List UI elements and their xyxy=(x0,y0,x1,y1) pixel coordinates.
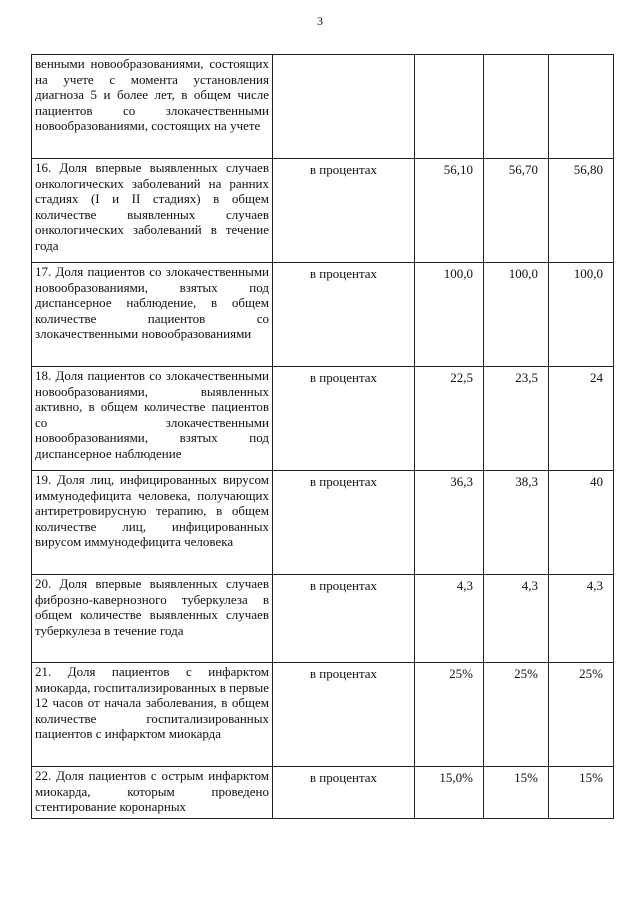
indicator-value-2: 4,3 xyxy=(484,575,549,663)
indicator-unit xyxy=(273,55,415,159)
indicator-value-2: 15% xyxy=(484,767,549,819)
indicators-table xyxy=(31,54,614,819)
indicator-value-2: 25% xyxy=(484,663,549,767)
table-row xyxy=(32,575,614,663)
indicator-unit: в процентах xyxy=(273,575,415,663)
indicator-unit: в процентах xyxy=(273,663,415,767)
indicator-value-3 xyxy=(549,55,614,159)
indicator-value-1: 22,5 xyxy=(415,367,484,471)
page-number: 3 xyxy=(317,14,323,28)
indicator-unit: в процентах xyxy=(273,159,415,263)
indicator-value-2: 56,70 xyxy=(484,159,549,263)
indicator-description: 18. Доля пациентов со злокачественными новообразованиями, выявленных активно, в общем количестве пациентов со злокачественными новообразованиями, взятых под диспансерное наблюдение xyxy=(32,367,273,471)
indicator-description: 16. Доля впервые выявленных случаев онкологических заболеваний на ранних стадиях (I и II стадиях) в общем количестве выявленных случаев онкологических заболеваний в течение года xyxy=(32,159,273,263)
indicator-unit: в процентах xyxy=(273,471,415,575)
table-row xyxy=(32,767,614,819)
indicator-description: 19. Доля лиц, инфицированных вирусом иммунодефицита человека, получающих антиретровирусную терапию, в общем количестве лиц, инфицированных вирусом иммунодефицита человека xyxy=(32,471,273,575)
indicator-description: 22. Доля пациентов с острым инфарктом миокарда, которым проведено стентирование коронарных xyxy=(32,767,273,819)
indicator-value-1: 36,3 xyxy=(415,471,484,575)
indicator-description: 20. Доля впервые выявленных случаев фиброзно-кавернозного туберкулеза в общем количестве выявленных случаев туберкулеза в течение года xyxy=(32,575,273,663)
table-row xyxy=(32,471,614,575)
indicator-description: 17. Доля пациентов со злокачественными новообразованиями, взятых под диспансерное наблюдение, в общем количестве пациентов со злокачественными новообразованиями xyxy=(32,263,273,367)
indicator-unit: в процентах xyxy=(273,263,415,367)
table-row xyxy=(32,55,614,159)
indicator-value-3: 40 xyxy=(549,471,614,575)
indicator-description: венными новообразованиями, состоящих на учете с момента установления диагноза 5 и более лет, в общем числе пациентов со злокачественными новообразованиями, состоящих на учете xyxy=(32,55,273,159)
indicator-value-2: 100,0 xyxy=(484,263,549,367)
indicator-value-1: 100,0 xyxy=(415,263,484,367)
indicator-value-1: 56,10 xyxy=(415,159,484,263)
table-row xyxy=(32,159,614,263)
table-row xyxy=(32,367,614,471)
indicator-value-3: 24 xyxy=(549,367,614,471)
table-row xyxy=(32,663,614,767)
indicator-value-2: 38,3 xyxy=(484,471,549,575)
indicator-value-1: 4,3 xyxy=(415,575,484,663)
indicator-value-3: 15% xyxy=(549,767,614,819)
indicator-value-1: 15,0% xyxy=(415,767,484,819)
indicator-value-3: 100,0 xyxy=(549,263,614,367)
indicator-value-2: 23,5 xyxy=(484,367,549,471)
indicator-unit: в процентах xyxy=(273,767,415,819)
indicator-value-2 xyxy=(484,55,549,159)
indicator-description: 21. Доля пациентов с инфарктом миокарда, госпитализированных в первые 12 часов от начала заболевания, в общем количестве госпитализированных пациентов с инфарктом миокарда xyxy=(32,663,273,767)
indicator-unit: в процентах xyxy=(273,367,415,471)
table-row xyxy=(32,263,614,367)
indicator-value-1 xyxy=(415,55,484,159)
indicator-value-3: 4,3 xyxy=(549,575,614,663)
indicator-value-1: 25% xyxy=(415,663,484,767)
indicator-value-3: 25% xyxy=(549,663,614,767)
indicator-value-3: 56,80 xyxy=(549,159,614,263)
